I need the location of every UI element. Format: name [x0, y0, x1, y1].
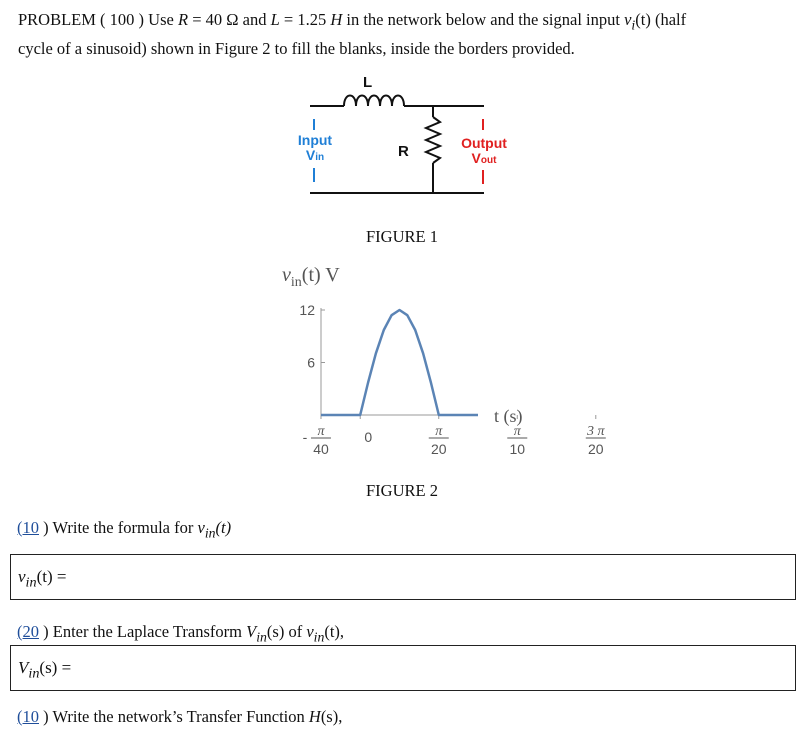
output-label: [456, 136, 512, 168]
r-symbol: R: [177, 10, 189, 29]
x-tick-sign: -: [302, 429, 308, 445]
chart-y-title: $v_{in}(t)$ V: [282, 264, 340, 290]
problem-statement: [18, 8, 794, 61]
question-1-points[interactable]: (10: [17, 518, 39, 537]
question-3: (10 ) Write the network’s Transfer Function H(s),: [17, 707, 343, 726]
problem-prefix: PROBLEM ( 100 ) Use: [18, 10, 178, 29]
v-subscript: i: [631, 17, 636, 33]
answer-box-vin[interactable]: [10, 554, 796, 600]
x-tick-numerator: π: [435, 424, 443, 439]
x-tick-denominator: 10: [509, 441, 526, 457]
y-tick-label: 12: [299, 302, 315, 318]
x-tick-numerator: 3 π: [587, 424, 605, 439]
question-2: (20 ) Enter the Laplace Transform $V_{in}(s)$ of $v_{in}(t)$,: [17, 622, 345, 645]
vin-series-line: [321, 310, 478, 415]
h-unit: H: [330, 10, 343, 29]
x-tick-numerator: π: [513, 424, 521, 439]
input-label-text: Input: [297, 132, 333, 148]
x-tick-numerator: π: [317, 424, 325, 439]
chart-x-title: t (s): [494, 406, 523, 426]
x-tick-label: 0: [364, 429, 373, 445]
answer-box-laplace-label: $V_{in}(s)$ =: [18, 658, 72, 682]
answer-box-vin-label: $v_{in}(t)$ =: [18, 567, 67, 591]
problem-mid: in the network below and the signal input: [342, 10, 625, 29]
r-value: = 40 Ω and: [188, 10, 271, 29]
problem-suffix: (half: [650, 10, 687, 29]
question-1: (10 ) Write the formula for $v_{in}(t)$: [17, 518, 232, 541]
question-2-points[interactable]: (20: [17, 622, 39, 641]
output-label-text: Output: [461, 135, 507, 151]
output-symbol: Vout: [471, 150, 497, 166]
resistor-label: R: [398, 143, 409, 160]
figure-2-caption: FIGURE 2: [366, 481, 438, 500]
x-tick-denominator: 40: [313, 441, 329, 457]
t-argument: (t): [635, 10, 651, 29]
y-tick-label: 6: [307, 354, 315, 371]
x-tick-denominator: 20: [430, 441, 447, 457]
figure-1-caption: FIGURE 1: [366, 227, 438, 246]
inductor-coil: [344, 96, 404, 107]
problem-line-2: cycle of a sinusoid) shown in Figure 2 to fill the blanks, inside the borders provided.: [18, 39, 575, 59]
resistor-zigzag: [426, 117, 440, 163]
vin-chart: [270, 295, 605, 475]
l-value: = 1.25: [279, 10, 331, 29]
answer-box-laplace[interactable]: [10, 645, 796, 691]
x-tick-denominator: 20: [587, 441, 604, 457]
question-3-points[interactable]: (10: [17, 707, 39, 726]
v-symbol: v: [624, 10, 632, 29]
input-symbol: Vin: [305, 147, 325, 163]
l-symbol: L: [270, 10, 280, 29]
inductor-label: L: [363, 74, 373, 91]
input-label: [294, 133, 336, 165]
